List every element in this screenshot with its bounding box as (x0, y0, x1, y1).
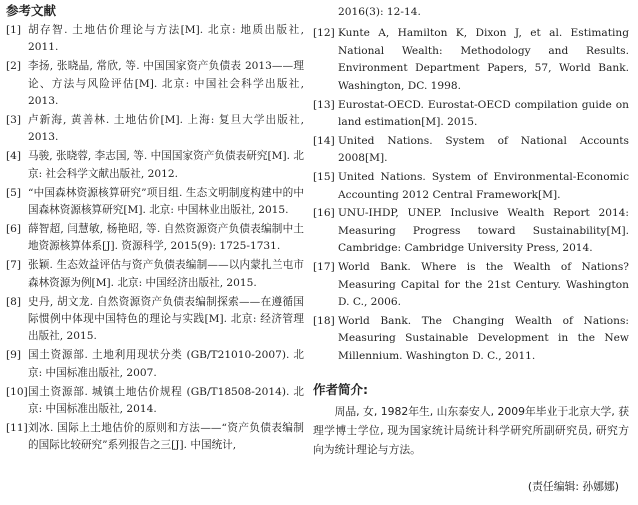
reference-number: [2] (6, 60, 22, 73)
reference-number: [8] (6, 295, 22, 308)
reference-item (313, 259, 629, 311)
reference-item (6, 112, 304, 147)
reference-number: [1] (6, 24, 22, 36)
reference-text: 马骏, 张晓蓉, 李志国, 等. 中国国家资产负债表研究[M]. 北京: 社会科学文献出版社, 2012. (28, 150, 304, 180)
reference-item (313, 25, 629, 95)
right-column (313, 0, 629, 495)
reference-item (6, 221, 304, 256)
reference-item (6, 257, 304, 292)
reference-item (6, 347, 304, 382)
reference-number: [10] (6, 385, 28, 398)
reference-text: World Bank. Where is the Wealth of Nations? Measuring Capital for the 21st Century. Washington D. C., 2006. (338, 261, 629, 308)
reference-text: 卢新海, 黄善林. 土地估价[M]. 上海: 复旦大学出版社, 2013. (28, 114, 304, 144)
reference-text: 张颖. 生态效益评估与资产负债表编制——以内蒙扎兰屯市森林资源为例[M]. 北京: 中国经济出版社, 2015. (28, 259, 304, 289)
reference-text: “中国森林资源核算研究”项目组. 生态文明制度构建中的中国森林资源核算研究[M]. 北京: 中国林业出版社, 2015. (28, 186, 304, 217)
reference-number: [15] (313, 171, 335, 184)
reference-number: [12] (313, 27, 335, 40)
reference-number: [17] (313, 261, 335, 274)
reference-text: 国土资源部. 城镇土地估价规程 (GB/T18508-2014). 北京: 中国标准出版社, 2014. (28, 385, 304, 416)
reference-item (6, 148, 304, 183)
reference-text: 国土资源部. 土地利用现状分类 (GB/T21010-2007). 北京: 中国标准出版社, 2007. (28, 349, 304, 379)
reference-item (313, 97, 629, 132)
reference-number: [6] (6, 222, 22, 235)
references-heading: 参考文献 (6, 3, 57, 18)
reference-text: Kunte A, Hamilton K, Dixon J, et al. Estimating National Wealth: Methodology and Results. Environment Department Papers, 57, World Bank. Washington, DC. 1998. (338, 27, 629, 92)
reference-item (6, 384, 304, 419)
author-bio-text: 周晶, 女, 1982年生, 山东泰安人, 2009年毕业于北京大学, 获理学博士学位, 现为国家统计局统计科学研究所副研究员, 研究方向为统计理论与方法。 (313, 405, 630, 457)
reference-text: Eurostat-OECD. Eurostat-OECD compilation guide on land estimation[M]. 2015. (338, 98, 629, 128)
reference-list-right (313, 25, 629, 365)
reference-text: 李扬, 张晓晶, 常欣, 等. 中国国家资产负债表 2013——理论、方法与风险评估[M]. 北京: 中国社会科学出版社, 2013. (28, 60, 304, 108)
reference-number: [4] (6, 150, 22, 163)
reference-text: UNU-IHDP, UNEP. Inclusive Wealth Report 2014: Measuring Progress toward Sustainability[M]. Cambridge: Cambridge University Press, 2014. (338, 207, 629, 255)
reference-item (6, 22, 304, 57)
reference-number: [11] (6, 421, 28, 434)
reference-number: [16] (313, 207, 335, 220)
reference-text: 史丹, 胡文龙. 自然资源资产负债表编制探索——在遵循国际惯例中体现中国特色的理论与实践[M]. 北京: 经济管理出版社, 2015. (28, 295, 304, 343)
reference-text: 刘冰. 国际上土地估价的原则和方法——“资产负债表编制的国际比较研究”系列报告之三[J]. 中国统计, (28, 421, 304, 452)
reference-text: United Nations. System of National Accounts 2008[M]. (338, 134, 629, 165)
reference-number: [7] (6, 259, 22, 272)
reference-number: [5] (6, 186, 22, 199)
reference-item (6, 294, 304, 346)
reference-number: [14] (313, 134, 335, 147)
reference-item (313, 133, 629, 168)
reference-list-left (6, 22, 304, 455)
reference-text: 胡存智. 土地估价理论与方法[M]. 北京: 地质出版社, 2011. (28, 24, 304, 54)
left-column (6, 0, 304, 456)
reference-text: United Nations. System of Environmental-Economic Accounting 2012 Central Framework[M]. (338, 171, 629, 201)
reference-number: [18] (313, 314, 335, 327)
editor-note: (责任编辑: 孙娜娜) (527, 480, 619, 494)
reference-item (313, 313, 629, 365)
reference-item (313, 205, 629, 257)
reference-number: [13] (313, 98, 335, 111)
author-bio-heading: 作者简介: (313, 382, 368, 398)
reference-item (313, 169, 629, 204)
reference-item (6, 58, 304, 110)
reference-item (6, 420, 304, 455)
reference-text: World Bank. The Changing Wealth of Nations: Measuring Sustainable Development in the New Millennium. Washington D. C., 2011. (338, 314, 629, 362)
reference-continuation: 2016(3): 12-14. (338, 6, 421, 18)
reference-number: [9] (6, 349, 22, 362)
reference-item (6, 185, 304, 220)
reference-text: 薛智超, 闫慧敏, 杨艳昭, 等. 自然资源资产负债表编制中土地资源核算体系[J]. 资源科学, 2015(9): 1725-1731. (28, 222, 304, 253)
reference-number: [3] (6, 114, 22, 127)
